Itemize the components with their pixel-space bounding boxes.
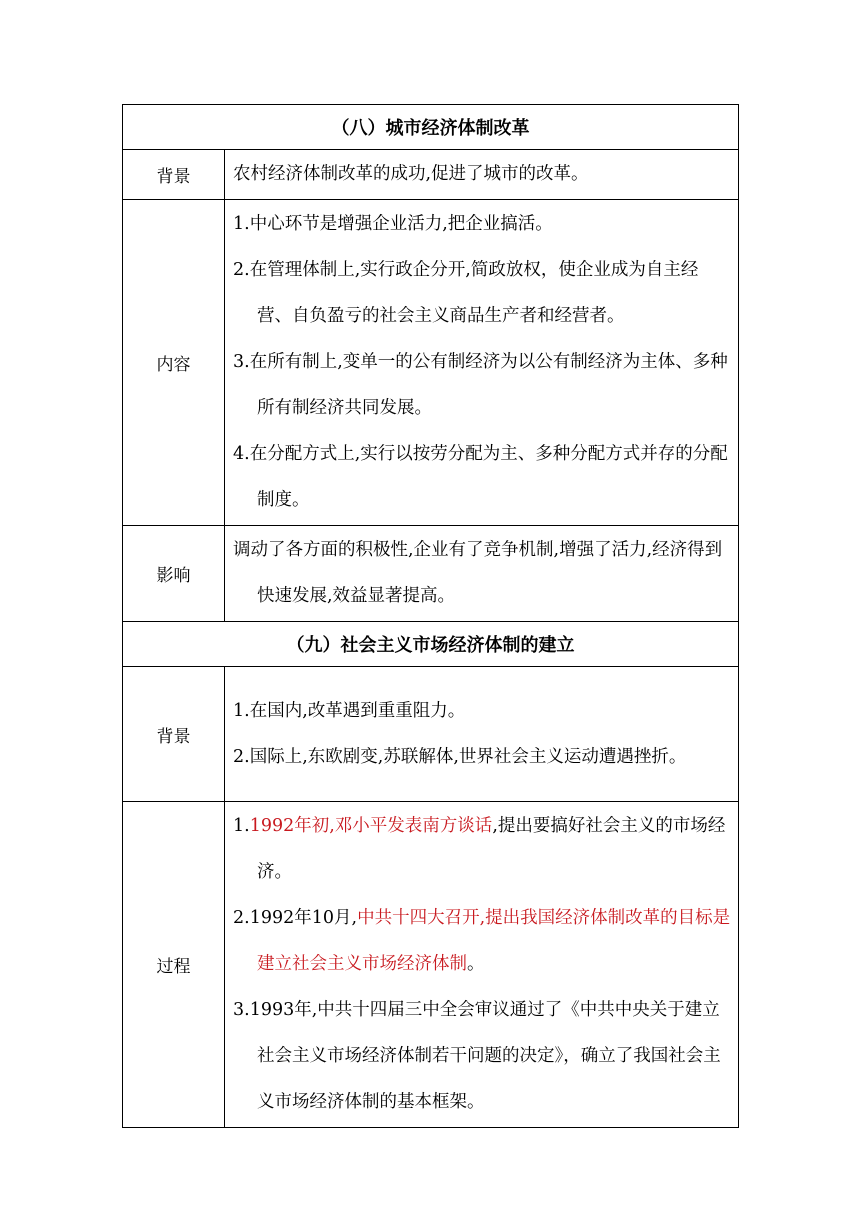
highlighted-text: 1992年初,邓小平发表南方谈话 (249, 816, 493, 836)
row-content (225, 200, 739, 526)
list-item (233, 688, 732, 734)
list-item (233, 431, 732, 523)
body-text: 4.在分配方式上,实行以按劳分配为主、多种分配方式并存的分配制度。 (233, 444, 728, 510)
row-label: 背景 (123, 667, 225, 802)
row-label: 内容 (123, 200, 225, 526)
section-row (123, 622, 739, 667)
row-content (225, 802, 739, 1128)
highlighted-text: 中共十四大召开,提出我国经济体制改革的目标是建立社会主义市场经济体制 (257, 908, 731, 974)
body-text: 2.在管理体制上,实行政企分开,简政放权，使企业成为自主经营、自负盈亏的社会主义商品生产者和经营者。 (233, 260, 699, 326)
body-text: 2.1992年10月, (233, 908, 358, 928)
list-item (233, 734, 732, 780)
row-content (225, 667, 739, 802)
list-item (233, 895, 732, 987)
body-text: 农村经济体制改革的成功,促进了城市的改革。 (233, 164, 589, 184)
list-item (233, 527, 732, 619)
body-text: ,提出要搞好社会主义的市场经济。 (257, 816, 726, 882)
section-title: （八）城市经济体制改革 (123, 105, 739, 150)
table-row (123, 667, 739, 802)
table-row (123, 526, 739, 622)
body-text: 3.在所有制上,变单一的公有制经济为以公有制经济为主体、多种所有制经济共同发展。 (233, 352, 728, 418)
body-text: 1.在国内,改革遇到重重阻力。 (233, 700, 466, 721)
body-text: 3.1993年,中共十四届三中全会审议通过了《中共中央关于建立社会主义市场经济体制若干问题的决定》，确立了我国社会主义市场经济体制的基本框架。 (233, 1000, 721, 1112)
row-label: 过程 (123, 802, 225, 1128)
row-label: 影响 (123, 526, 225, 622)
table-row (123, 150, 739, 200)
body-text: 1. (233, 816, 250, 836)
document-table (122, 104, 739, 1128)
row-content (225, 526, 739, 622)
list-item (233, 987, 732, 1125)
row-label: 背景 (123, 150, 225, 200)
list-item (233, 803, 732, 895)
body-text: 2.国际上,东欧剧变,苏联解体,世界社会主义运动遭遇挫折。 (233, 746, 687, 767)
body-text: 调动了各方面的积极性,企业有了竞争机制,增强了活力,经济得到快速发展,效益显著提高。 (233, 540, 723, 606)
body-text: 1.中心环节是增强企业活力,把企业搞活。 (233, 214, 553, 234)
list-item (233, 247, 732, 339)
list-item (233, 151, 732, 197)
body-text: 。 (467, 954, 485, 974)
list-item (233, 201, 732, 247)
row-content (225, 150, 739, 200)
list-item (233, 339, 732, 431)
section-title: （九）社会主义市场经济体制的建立 (123, 622, 739, 667)
table-body (123, 105, 739, 1128)
section-row (123, 105, 739, 150)
table-row (123, 802, 739, 1128)
table-row (123, 200, 739, 526)
